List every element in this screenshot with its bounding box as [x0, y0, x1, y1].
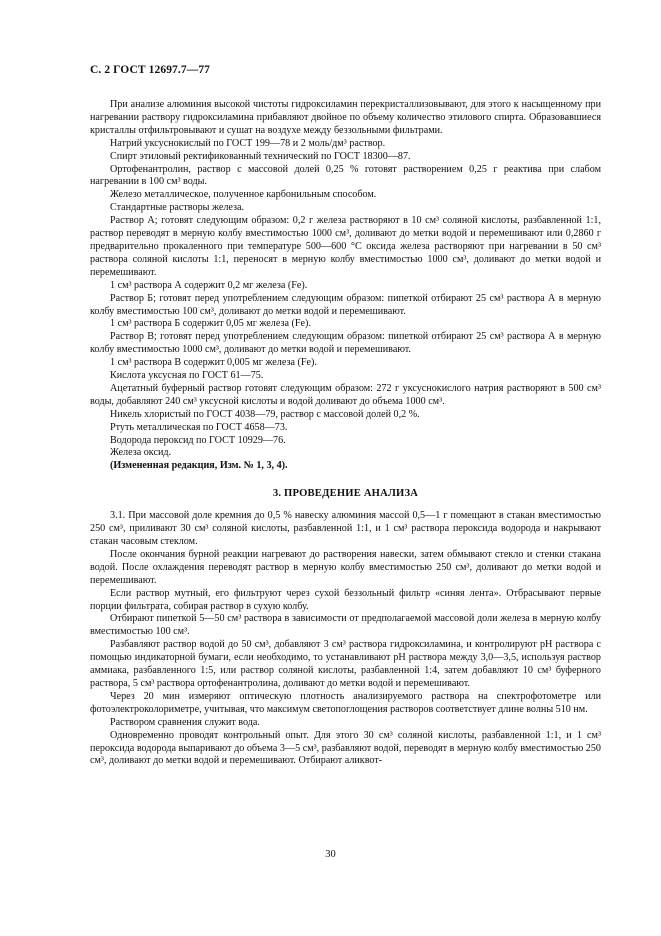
- paragraph: Через 20 мин измеряют оптическую плотность анализируемого раствора на спектрофотометре или фотоэлектроколориметре, учитывая, что максимум светопоглощения растворов соответствует длине волны 510 нм.: [90, 690, 601, 715]
- paragraph: Раствором сравнения служит вода.: [110, 716, 260, 728]
- paragraph: Раствор А; готовят следующим образом: 0,2 г железа растворяют в 10 см³ соляной кислоты, разбавленной 1:1, раствор переводят в мерную колбу вместимостью 1000 см³, доливают до метки водой и перемешивают или 0,2860 г предварительно прокаленного при температуре 500—600 °С оксида железа растворяют при нагревании в 50 см³ раствора соляной кислоты 1:1, переносят в мерную колбу вместимостью 1000 см³, доливают до метки водой и перемешивают.: [90, 215, 601, 278]
- page-header: С. 2 ГОСТ 12697.7—77: [90, 64, 211, 76]
- procedure-text: [90, 510, 601, 768]
- paragraph: Стандартные растворы железа.: [110, 202, 245, 214]
- page-number: 30: [325, 849, 336, 860]
- paragraph: Если раствор мутный, его фильтруют через сухой беззольный фильтр «синяя лента». Отбрасывают первые порции фильтрата, собирая раствор в сухую колбу.: [90, 587, 601, 612]
- paragraph: Ортофенантролин, раствор с массовой долей 0,25 % готовят растворением 0,25 г реактива при слабом нагревании в 100 см³ воды.: [90, 163, 601, 188]
- paragraph: Железа оксид.: [110, 447, 172, 459]
- paragraph: Спирт этиловый ректификованный технический по ГОСТ 18300—87.: [110, 150, 411, 162]
- section-title: 3. ПРОВЕДЕНИЕ АНАЛИЗА: [272, 488, 419, 500]
- reagents-list: [90, 99, 601, 460]
- paragraph: 1 см³ раствора Б содержит 0,05 мг железа (Fe).: [110, 318, 311, 330]
- paragraph: Кислота уксусная по ГОСТ 61—75.: [110, 370, 264, 382]
- document-body: [90, 99, 601, 768]
- paragraph: Железо металлическое, полученное карбонильным способом.: [110, 189, 377, 201]
- paragraph: 1 см³ раствора А содержит 0,2 мг железа (Fe).: [110, 279, 308, 291]
- paragraph: Ацетатный буферный раствор готовят следующим образом: 272 г уксуснокислого натрия растворяют в 500 см³ воды, добавляют 240 см³ уксусной кислоты и водой доливают до объема 1000 см³.: [90, 382, 601, 407]
- paragraph: Раствор Б; готовят перед употреблением следующим образом: пипеткой отбирают 25 см³ раствора А в мерную колбу вместимостью 100 см³, доливают до метки водой и перемешивают.: [90, 292, 601, 317]
- paragraph: Никель хлористый по ГОСТ 4038—79, раствор с массовой долей 0,2 %.: [110, 408, 420, 420]
- edition-note: (Измененная редакция, Изм. № 1, 3, 4).: [110, 460, 288, 472]
- paragraph: При анализе алюминия высокой чистоты гидроксиламин перекристаллизовывают, для этого к насыщенному при нагревании раствору гидроксиламина прибавляют двойное по объему количество этилового спирта. Образовавшиеся кристаллы отфильтровывают и сушат на воздухе между беззольными фильтрами.: [90, 99, 601, 136]
- paragraph: Натрий уксуснокислый по ГОСТ 199—78 и 2 моль/дм³ раствор.: [110, 137, 386, 149]
- paragraph: Водорода пероксид по ГОСТ 10929—76.: [110, 434, 286, 446]
- paragraph: Разбавляют раствор водой до 50 см³, добавляют 3 см³ раствора гидроксиламина, и контролируют рН раствора с помощью индикаторной бумаги, если необходимо, то устанавливают рН раствора между 3,0—3,5, используя раствор аммиака, разбавленного 1:5, или раствор соляной кислоты, разбавленной 1:4, затем добавляют 10 см³ буферного раствора, 5 см³ раствора ортофенантролина, доливают до метки водой и перемешивают.: [90, 639, 601, 689]
- paragraph: После окончания бурной реакции нагревают до растворения навески, затем обмывают стекло и стенки стакана водой. После охлаждения переводят раствор в мерную колбу вместимостью 250 см³, доливают до метки водой и перемешивают.: [90, 548, 601, 586]
- paragraph: Одновременно проводят контрольный опыт. Для этого 30 см³ соляной кислоты, разбавленной 1:1, и 1 см³ пероксида водорода выпаривают до объема 3—5 см³, разбавляют водой, переводят в мерную колбу вместимостью 250 см³, доливают до метки водой и перемешивают. Отбирают аликвот-: [90, 729, 601, 767]
- paragraph: 1 см³ раствора В содержит 0,005 мг железа (Fe).: [110, 357, 317, 369]
- paragraph: Ртуть металлическая по ГОСТ 4658—73.: [110, 421, 288, 433]
- paragraph: Раствор В; готовят перед употреблением следующим образом: пипеткой отбирают 25 см³ раствора А в мерную колбу вместимостью 1000 см³, доливают до метки водой и перемешивают.: [90, 331, 601, 356]
- paragraph: Отбирают пипеткой 5—50 см³ раствора в зависимости от предполагаемой массовой доли железа в мерную колбу вместимостью 100 см³.: [90, 613, 601, 638]
- paragraph: 3.1. При массовой доле кремния до 0,5 % навеску алюминия массой 0,5—1 г помещают в стакан вместимостью 250 см³, приливают 30 см³ соляной кислоты, разбавленной 1:1, и 1 см³ раствора пероксида водорода и накрывают стакан часовым стеклом.: [90, 510, 601, 547]
